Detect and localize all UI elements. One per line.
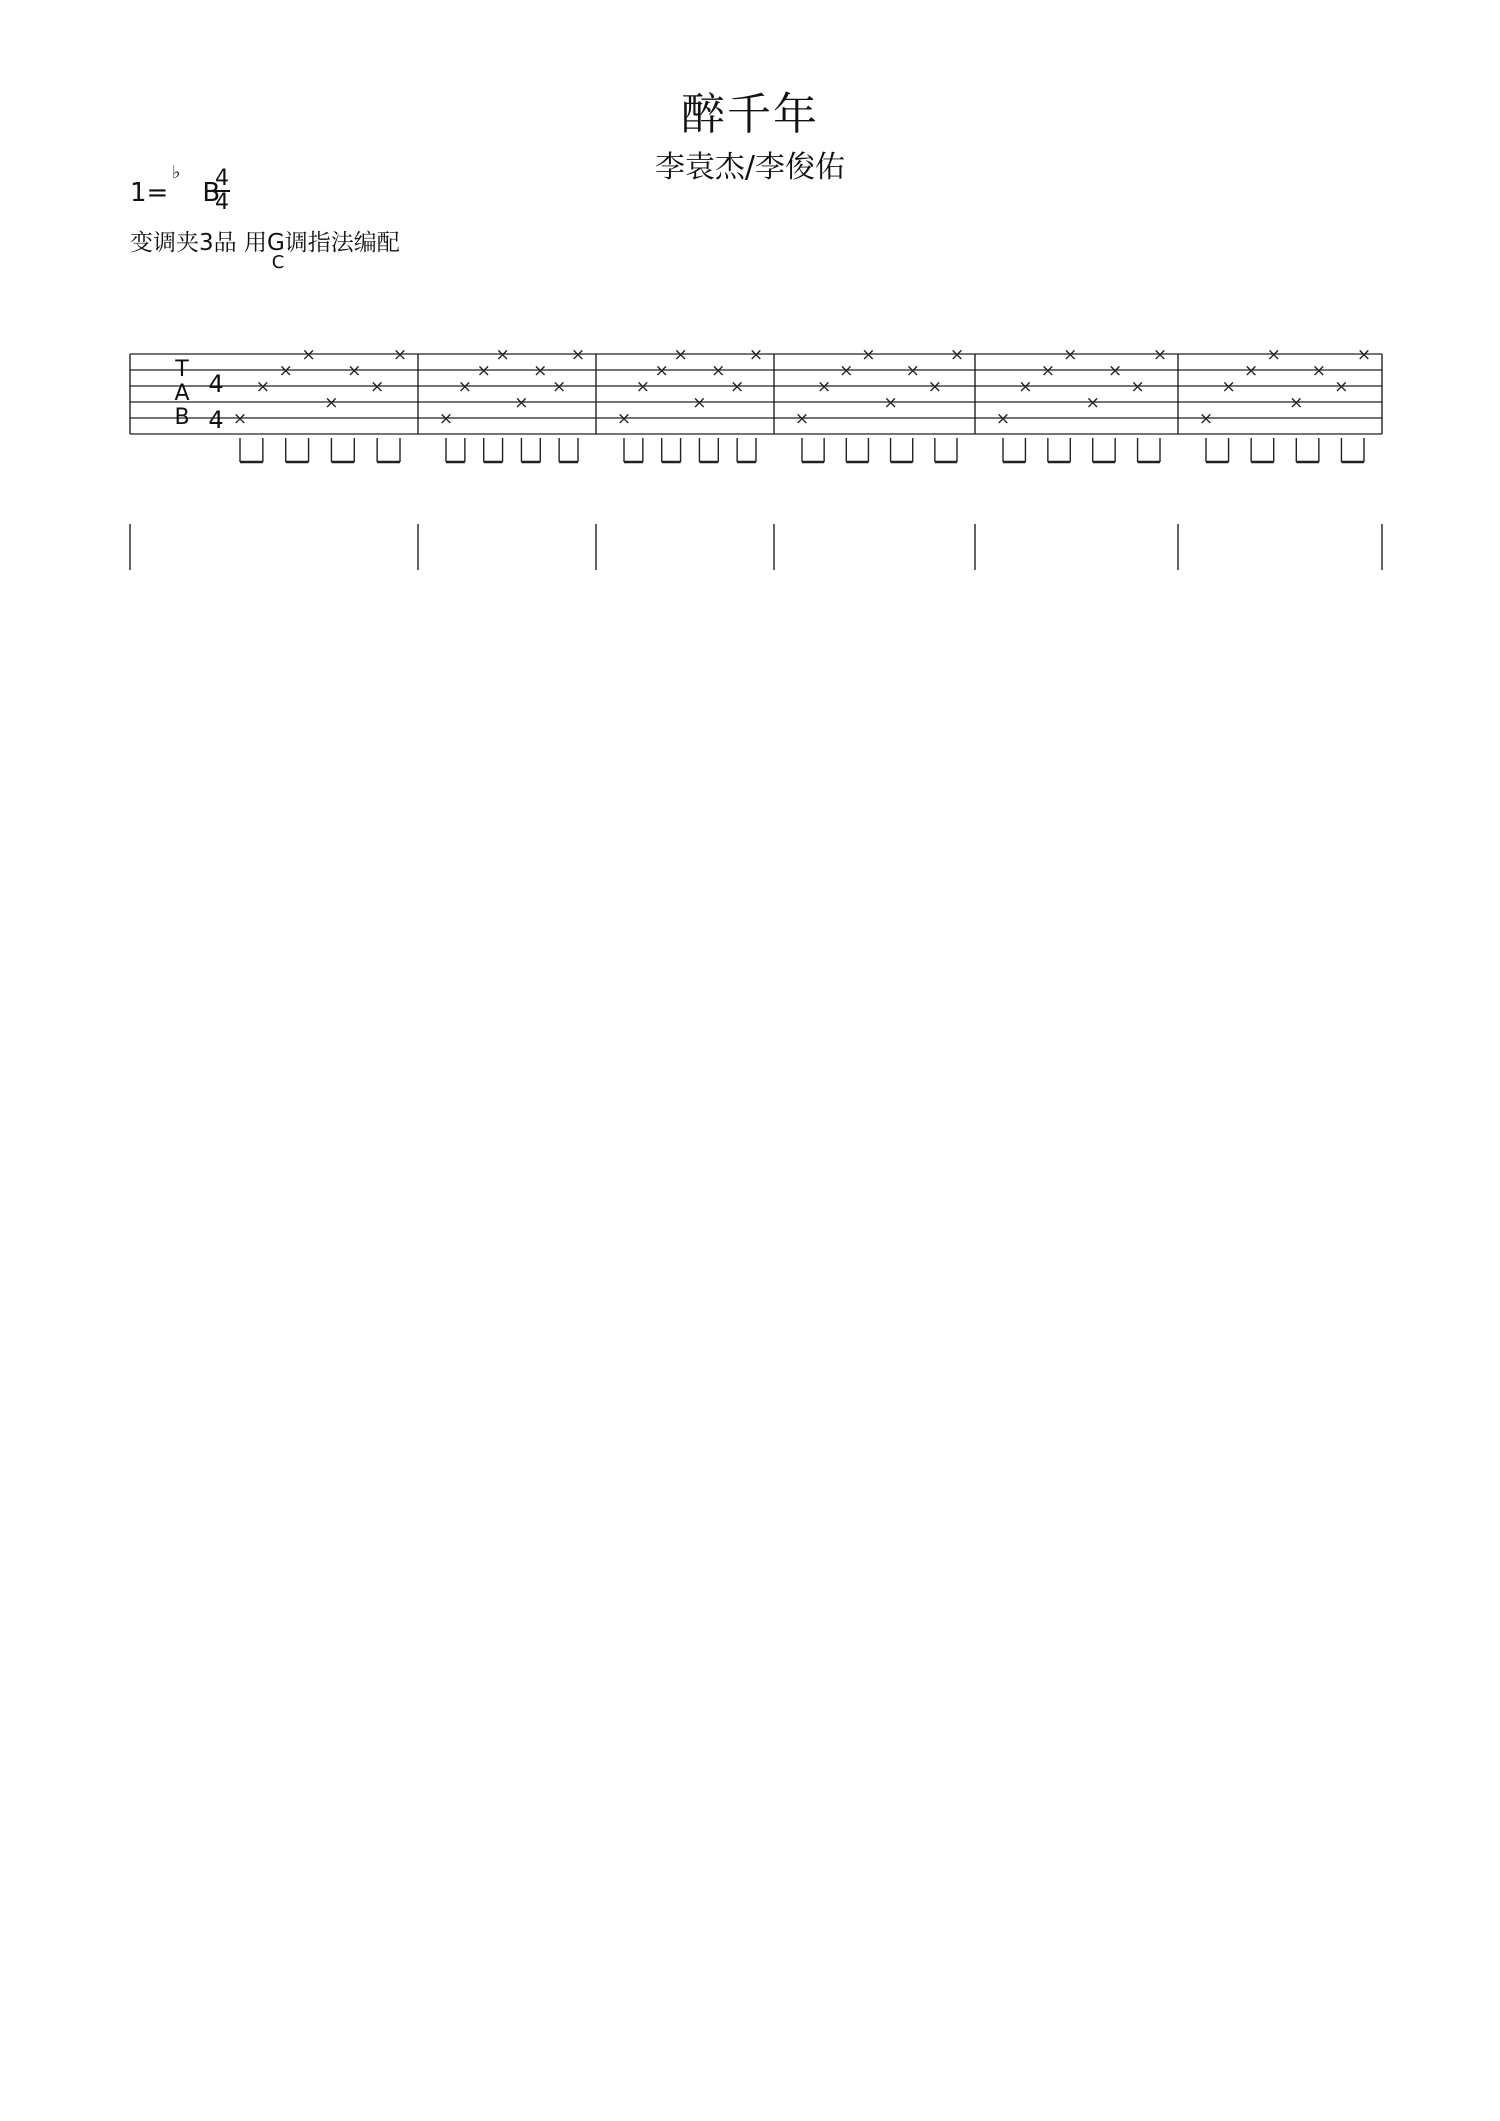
tab-note-x: × <box>1356 345 1372 365</box>
tab-note-x: × <box>861 345 876 365</box>
system-1 <box>130 345 1382 570</box>
tab-note-x: × <box>570 345 586 365</box>
tab-note-x: × <box>1063 345 1078 365</box>
tab-note-x: × <box>616 409 632 429</box>
tab-note-x: × <box>711 361 726 381</box>
tab-note-x: × <box>794 409 810 429</box>
tab-note-x: × <box>1244 361 1259 381</box>
tab-note-x: × <box>995 409 1011 429</box>
tab-note-x: × <box>1221 377 1236 397</box>
tab-note-x: × <box>324 393 339 413</box>
tab-note-x: × <box>1334 377 1349 397</box>
tab-note-x: × <box>552 377 567 397</box>
key-prefix: 1= <box>130 178 169 208</box>
tab-note-x: × <box>730 377 745 397</box>
key-flat-sign: ♭ <box>172 162 181 183</box>
tab-note-x: × <box>673 345 688 365</box>
tab-note-x: × <box>1018 377 1033 397</box>
tab-note-x: × <box>1289 393 1304 413</box>
tab-clef-letter: A <box>174 381 190 406</box>
tab-note-x: × <box>457 377 472 397</box>
time-bottom: 4 <box>215 190 229 215</box>
tab-note-x: × <box>748 345 764 365</box>
tab-time-top: 4 <box>208 370 224 398</box>
tab-note-x: × <box>817 377 832 397</box>
tab-note-x: × <box>438 409 454 429</box>
tab-note-x: × <box>347 361 362 381</box>
tab-time-bottom: 4 <box>208 406 224 434</box>
tab-note-x: × <box>949 345 965 365</box>
tab-note-x: × <box>370 377 385 397</box>
tab-clef-letter: T <box>175 357 189 382</box>
tab-note-x: × <box>1040 361 1055 381</box>
artist-name: 李袁杰/李俊佑 <box>654 150 846 185</box>
tab-note-x: × <box>905 361 920 381</box>
tab-note-x: × <box>232 409 248 429</box>
key-note: B <box>202 178 221 208</box>
capo-instruction: 变调夹3品 用G调指法编配 <box>130 230 400 256</box>
tab-note-x: × <box>476 361 491 381</box>
tab-note-x: × <box>301 345 316 365</box>
tab-note-x: × <box>839 361 854 381</box>
tab-note-x: × <box>392 345 408 365</box>
tab-note-x: × <box>635 377 650 397</box>
tab-note-x: × <box>883 393 898 413</box>
tab-note-x: × <box>495 345 510 365</box>
time-top: 4 <box>215 166 229 191</box>
tab-note-x: × <box>533 361 548 381</box>
tab-note-x: × <box>927 377 942 397</box>
tab-note-x: × <box>514 393 529 413</box>
tab-note-x: × <box>692 393 707 413</box>
tab-note-x: × <box>1085 393 1100 413</box>
tab-note-x: × <box>1152 345 1168 365</box>
tab-note-x: × <box>1130 377 1145 397</box>
tab-note-x: × <box>1311 361 1326 381</box>
tab-note-x: × <box>278 361 293 381</box>
chord-name: C <box>271 252 285 273</box>
song-title: 醉千年 <box>681 89 819 140</box>
tab-note-x: × <box>654 361 669 381</box>
tab-note-x: × <box>1108 361 1123 381</box>
tab-note-x: × <box>255 377 270 397</box>
tab-note-x: × <box>1198 409 1214 429</box>
tab-clef-letter: B <box>174 405 190 430</box>
tab-note-x: × <box>1266 345 1281 365</box>
